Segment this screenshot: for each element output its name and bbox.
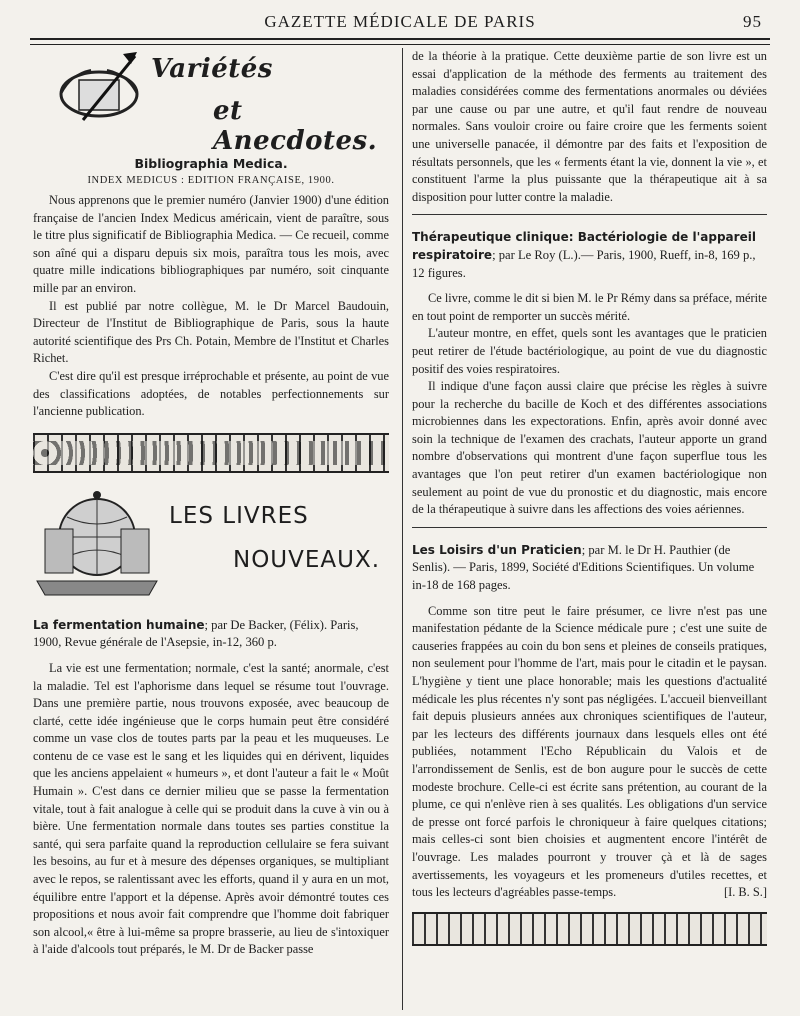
book-citation: ; par M. le Dr H. Pauthier (de Senlis). — Paris, 1899, Société d'Editions Scientifiques. Un volume in-18 de 168 pages.: [412, 542, 755, 593]
divider: [412, 527, 767, 530]
paragraph: Ce livre, comme le dit si bien M. le Pr Rémy dans sa préface, mérite en tout point de remporter un succès mérité.: [412, 291, 767, 323]
section-title-line2: et Anecdotes.: [213, 96, 378, 156]
paragraph: Nous apprenons que le premier numéro (Janvier 1900) d'une édition française de l'ancien Index Medicus américain, vient de paraître, sous le titre plus significatif de Bibliographia Medica. — Ce recueil, comme son aîné qui a disparu depuis six mois, paraîtra tous les mois, avec quatre mille indications bibliographiques par numéro, soit cinquante mille par an environ.: [33, 193, 389, 295]
column-divider: [402, 48, 403, 1010]
livres-heading: [33, 487, 389, 605]
book-title: Les Loisirs d'un Praticien: [412, 542, 582, 557]
left-column: [33, 48, 389, 959]
book-entry-header: [33, 617, 389, 652]
varietes-heading: [33, 48, 389, 156]
globe-books-icon: [33, 489, 161, 601]
ornamental-border: [33, 433, 389, 473]
paragraph: C'est dire qu'il est presque irréprochable et présente, au point de vue des classifications adoptées, de notables perfectionnements sur l'ancienne publication.: [33, 368, 389, 419]
journal-title: GAZETTE MÉDICALE DE PARIS: [264, 12, 536, 31]
ornamental-border: [412, 912, 767, 946]
header-rule: [30, 38, 770, 45]
quill-laurel-icon: [53, 50, 145, 130]
book-citation: ; par De Backer, (Félix). Paris, 1900, Revue générale de l'Asepsie, in-12, 360 p.: [33, 617, 359, 650]
paragraph: Il indique d'une façon aussi claire que précise les règles à suivre pour la recherche du bacille de Koch et des différentes associations microbiennes dans les expectorations. Enfin, après avoir donné avec soin la technique de l'examen des crachats, l'auteur apporte un grand nombre d'observations qui montrent d'une façon superflue tous les avantages que l'on peut retirer d'un examen bactériologique non seulement au point de vue du pronostic et du diagnostic, mais encore de la thérapeutique à suivre dans les affections des voies aériennes.: [412, 379, 767, 517]
paragraph: La vie est une fermentation; normale, c'est la santé; anormale, c'est la maladie. Tel est l'aphorisme dans lequel se résume tout l'ouvrage. Dans une première partie, nous trouvons exposée, avec beaucoup de clarté, cette idée ingénieuse que le corps humain peut être considéré comme un vase clos de toutes parts par la peau et les muqueuses. Le contenu de ce vase est le sang et les liquides qui en dérivent, liquides que les anciens appelaient « humeurs », et dont l'auteur a fait le « Moût Humain ». C'est dans ce dernier milieu que se passe la fermentation vitale, tout à fait analogue à celle qui se produit dans la cuve à vin ou à bière. Une fermentation normale dans toutes ses parties constitue la santé, qui sera parfaite quand la reproduction cellulaire se fera suivant les besoins, au fur et à mesure des dépenses organiques, se multipliant avec le repos, se ralentissant avec les efforts, quand il y aura en un mot, équilibre entre l'apport et la dépense. Après avoir démontré toutes ces propositions et nous avoir fait comprendre que l'homme doit fabriquer son alcool,« être à lui-même sa propre brasserie, au lieu de s'intoxiquer à l'aide d'alcools tout préparés, le M. Dr de Backer passe: [33, 660, 389, 957]
book-entry-header: [412, 229, 767, 282]
paragraph: Il est publié par notre collègue, M. le Dr Marcel Baudouin, Directeur de l'Institut de Bibliographique de Paris, sous la haute autorité scientifique des Prs Ch. Potain, Membre de l'Institut et Charles Richet.: [33, 298, 389, 366]
paragraph: [412, 603, 767, 902]
book-citation: ; par Le Roy (L.).— Paris, 1900, Rueff, in-8, 169 p., 12 figures.: [412, 247, 756, 280]
signature: [I. B. S.]: [723, 885, 767, 900]
paragraph: de la théorie à la pratique. Cette deuxième partie de son livre est un essai d'application de la méthode des ferments au traitement des maladies considérées comme des fermentations anormales ou déviées par une cause ou par une autre, et qu'il faut rendre de nouveau normales. Sans vouloir croire ou faire croire que les ferments soient une universelle panacée, il démontre par des faits et l'exposition de résultats personnels, que les « ferments étant la vie, donnent la vie », et constituent l'arme la plus puissante que la thérapeutique ait à sa disposition pour lutter contre la maladie.: [412, 49, 767, 204]
divider: [412, 214, 767, 217]
section2-title-line1: LES LIVRES: [169, 502, 309, 529]
paragraph-text: Comme son titre peut le faire présumer, ce livre n'est pas une manifestation pédante de la Science médicale pure ; c'est une suite de causeries frappées au coin du bon sens et pleines de conseils pratiques, non seulement pour l'homme de l'art, mais pour le citadin et le paysan. L'hygiène y tient une place honorable; mais les questions d'actualité médicale les plus récentes n'y sont pas négligées. L'accueil bienveillant fait depuis plusieurs années aux chroniques scientifiques de l'auteur, par les lecteurs des différents journaux dans lesquels elles ont été publiées, notamment l'Echo Républicain du Valois et de l'arrondissement de Senlis, est de bon augure pour le succès de cette modeste brochure. Celle-ci est écrite sans prétention, au courant de la plume, ce qui n'enlève rien à ses qualités. Les obligations d'un service de presse ont forcé parfois le chroniqueur à faire quelques citations; mais celles-ci sont bien choisies et augmentent encore l'intérêt de l'ouvrage. Les malades pourront y trouver çà et là de sages avertissements, les voyageurs et les promeneurs d'utiles recettes, et tous les lecteurs d'agréables passe-temps.: [412, 603, 767, 900]
subsection-subtitle: INDEX MEDICUS : EDITION FRANÇAISE, 1900.: [87, 175, 335, 186]
section2-title-line2: NOUVEAUX.: [233, 546, 381, 573]
book-entry-header: [412, 542, 767, 595]
book-title: La fermentation humaine: [33, 617, 205, 632]
book-title: Thérapeutique clinique: Bactériologie de l'appareil respiratoire: [412, 230, 756, 262]
page-number: 95: [743, 12, 762, 31]
subsection-title: Bibliographia Medica.: [134, 156, 288, 171]
section-title-line1: Variétés: [151, 54, 273, 84]
right-column: [412, 48, 767, 946]
running-head: [30, 8, 770, 32]
paragraph: L'auteur montre, en effet, quels sont les avantages que le praticien peut retirer de l'étude bactériologique, au point de vue du diagnostic positif des voies respiratoires.: [412, 326, 767, 376]
